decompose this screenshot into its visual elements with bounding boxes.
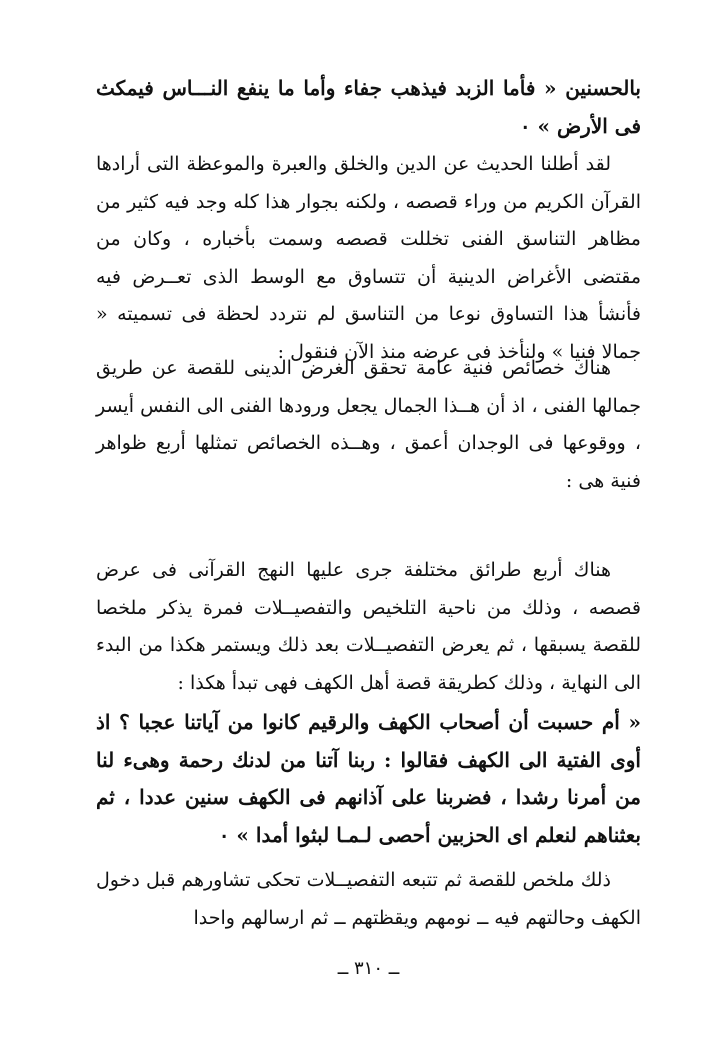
document-page [96, 58, 641, 988]
paragraph-2: لقد أطلنا الحديث عن الدين والخلق والعبرة والموعظة التى أرادها القرآن الكريم من وراء قصصه ، ولكنه بجوار هذا كله وجد فيه كثير من مظاهر التناسق الفنى تخللت قصصه وسمت بأخباره ، وكان من مقتضى الأغراض الدينية أن تتساوق مع الوسط الذى تعــرض فيه فأنشأ هذا التساوق نوعا من التناسق لم نتردد لحظة فى تسميته « جمالا فنيا » ولنأخذ فى عرضه منذ الآن فنقول : [96, 153, 641, 363]
paragraph-quote-2: « أم حسبت أن أصحاب الكهف والرقيم كانوا من آياتنا عجبا ؟ اذ أوى الفتية الى الكهف فقالوا : ربنا آتنا من لدنك رحمة وهىء لنا من أمرنا رشدا ، فضربنا على آذانهم فى الكهف سنين عددا ، ثم بعثناهم لنعلم اى الحزبين أحصى لـمـا لبثوا أمدا » ٠ [96, 710, 641, 847]
paragraph-quote-1: بالحسنين « فأما الزبد فيذهب جفاء وأما ما ينفع النـــاس فيمكث فى الأرض » ٠ [96, 76, 641, 138]
paragraph-6: ذلك ملخص للقصة ثم تتبعه التفصيــلات تحكى تشاورهم قبل دخول الكهف وحالتهم فيه ــ نومهم ويقظتهم ــ ثم ارسالهم واحدا [96, 869, 641, 929]
page-number: ــ ٣١٠ ــ [337, 958, 400, 979]
paragraph-4: هناك أربع طرائق مختلفة جرى عليها النهج القرآنى فى عرض قصصه ، وذلك من ناحية التلخيص والتفصيــلات فمرة يذكر ملخصا للقصة يسبقها ، ثم يعرض التفصيــلات بعد ذلك ويستمر هكذا من البدء الى النهاية ، وذلك كطريقة قصة أهل الكهف فهى تبدأ هكذا : [96, 559, 641, 694]
paragraph-3: هناك خصائص فنية عامة تحقق الغرض الدينى للقصة عن طريق جمالها الفنى ، اذ أن هــذا الجمال يجعل ورودها الفنى الى النفس أيسر ، ووقوعها فى الوجدان أعمق ، وهــذه الخصائص تمثلها أربع ظواهر فنية هى : [96, 357, 641, 492]
